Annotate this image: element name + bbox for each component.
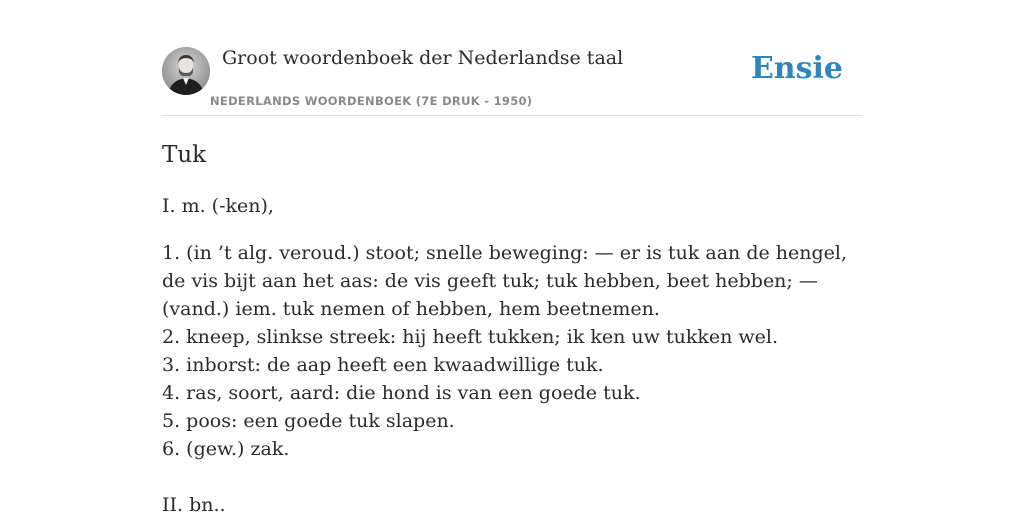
author-avatar[interactable] bbox=[162, 47, 210, 95]
dictionary-header bbox=[162, 0, 862, 116]
sense-list bbox=[162, 239, 862, 463]
entry-headword: Tuk bbox=[162, 142, 207, 168]
sense-item: 2. kneep, slinkse streek: hij heeft tukken; ik ken uw tukken wel. bbox=[162, 326, 778, 348]
ensie-logo[interactable]: Ensie bbox=[750, 51, 843, 86]
book-title[interactable]: Groot woordenboek der Nederlandse taal bbox=[222, 47, 624, 69]
sense-item: 3. inborst: de aap heeft een kwaadwillige tuk. bbox=[162, 354, 604, 376]
entry-section-1-head: I. m. (-ken), bbox=[162, 195, 274, 217]
sense-item: 1. (in ’t alg. veroud.) stoot; snelle beweging: — er is tuk aan de hengel, de vis bijt aan het aas: de vis geeft tuk; tuk hebben, beet hebben; — (vand.) iem. tuk nemen of hebben, hem beetnemen. bbox=[162, 242, 848, 320]
portrait-icon bbox=[162, 47, 210, 95]
entry-section-2-head: II. bn.. bbox=[162, 494, 226, 512]
sense-item: 5. poos: een goede tuk slapen. bbox=[162, 410, 455, 432]
sense-item: 4. ras, soort, aard: die hond is van een goede tuk. bbox=[162, 382, 641, 404]
page bbox=[162, 0, 862, 512]
sense-item: 6. (gew.) zak. bbox=[162, 438, 290, 460]
book-subtitle[interactable]: NEDERLANDS WOORDENBOEK (7E DRUK - 1950) bbox=[210, 94, 533, 108]
